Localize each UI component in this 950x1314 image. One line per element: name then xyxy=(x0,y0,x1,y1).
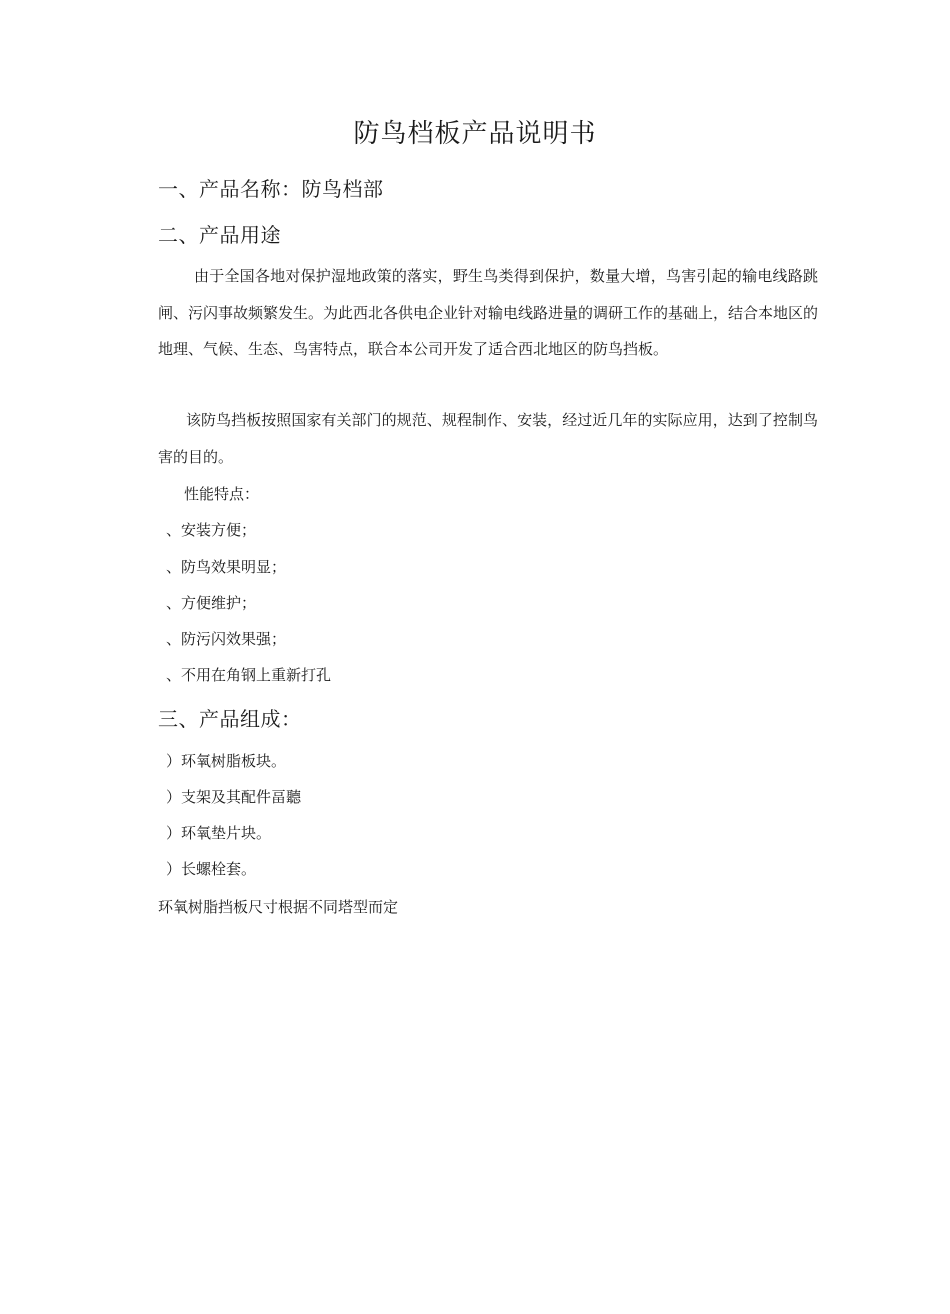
feature-item: 、防鸟效果明显； xyxy=(166,558,287,576)
section-heading-product-usage: 二、产品用途 xyxy=(158,223,281,247)
features-label: 性能特点： xyxy=(184,485,260,503)
component-item: ）长螺栓套。 xyxy=(166,860,257,878)
size-note: 环氧树脂挡板尺寸根据不同塔型而定 xyxy=(158,898,399,916)
usage-paragraph-2: 该防鸟挡板按照国家有关部门的规范、规程制作、安装，经过近几年的实际应用，达到了控制鸟害的目的。 xyxy=(158,411,818,466)
section-heading-composition: 三、产品组成： xyxy=(158,707,302,731)
component-item: ）环氧树脂板块。 xyxy=(166,752,287,770)
component-item: ）环氧垫片块。 xyxy=(166,824,272,842)
component-item: ）支架及其配件畐聽 xyxy=(166,788,302,806)
section-heading-product-name: 一、产品名称：防鸟档部 xyxy=(158,177,384,201)
usage-paragraph-1: 由于全国各地对保护湿地政策的落实，野生鸟类得到保护，数量大增，鸟害引起的输电线路跳闸、污闪事故频繁发生。为此西北各供电企业针对输电线路进量的调研工作的基础上，结合本地区的地理、气候、生态、鸟害特点，联合本公司开发了适合西北地区的防鸟挡板。 xyxy=(158,267,819,358)
feature-item: 、安装方便； xyxy=(166,521,257,539)
feature-item: 、防污闪效果强； xyxy=(166,630,287,648)
feature-item: 、方便维护； xyxy=(166,594,257,612)
feature-item: 、不用在角钢上重新打孔 xyxy=(166,666,332,684)
document-title: 防鸟档板产品说明书 xyxy=(353,119,597,149)
